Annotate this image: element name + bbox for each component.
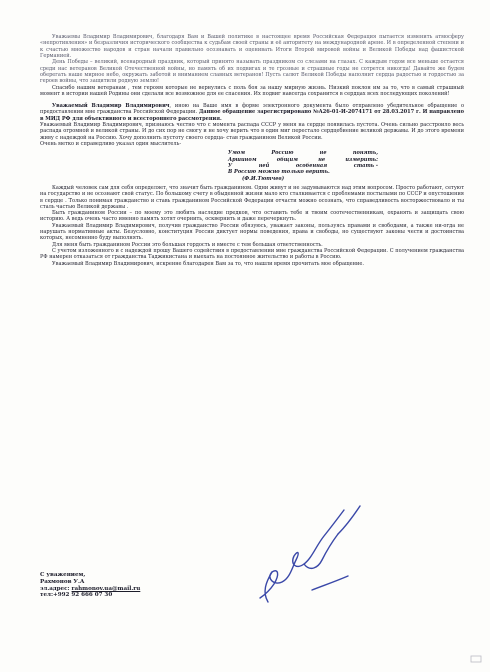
poem-word: не [318, 156, 326, 163]
email-line [40, 586, 240, 593]
appeal-text: , иною на Ваше имя в форме электронного документа было отправлено убедительное обращение о предоставлении мне гражданства Российской Федерации. [40, 103, 464, 116]
paragraph-victory-day: День Победы – великий, всенародный праздник, который принято называть праздником со слезами на глазах. С каждым годом все меньше остается среди нас ветеранов Великой Отечественной войны, но память об их подвигах и те грозные и страшные годы не сотрется никогда! Давайте же будем оберегать наше мирное небо, окружать заботой и вниманием славных ветеранов! Пусть салют Великой Победы наполнит сердца радостью и гордостью за героев войны, что защитили родную землю! [40, 59, 464, 85]
page-corner-mark [470, 655, 482, 663]
email-link[interactable]: rahmonov.ua@mail.ru [71, 585, 141, 592]
appeal-registration: Данное обращение зарегистрировано №А26-01-И-2074171 от 28.03.2017 г. И направлено в МИД РФ для объективного и всестороннего рассмотрения. [40, 109, 464, 122]
poem-word: ней [258, 162, 270, 169]
signature-stroke-main [260, 510, 344, 598]
poem-word: Россию [271, 150, 294, 157]
poem-word: понять, [352, 150, 378, 157]
poem-author-name: (Ф.И.Тютчев) [242, 175, 285, 182]
poem-word: не [319, 150, 327, 157]
poem-word: общим [276, 156, 298, 163]
letter-body [40, 34, 464, 267]
paragraph-request: С учетом изложенного и с надеждой прошу Вашего содействия в предоставлении мне гражданства Российской Федерации. С получением гражданства РФ намерен отказаться от гражданства Таджикистана и выехать на постоянное жительство и работы в Россию. [40, 248, 464, 261]
paragraph-thanks: Уважаемый Владимир Владимирович, искренне благодарен Вам за то, что нашли время прочитать мое обращение. [52, 260, 364, 267]
paragraph-citizen-meaning: Каждый человек сам для себя определяет, что значит быть гражданином. Одни живут и не задумываются над этим вопросом. Просто работают, сетуют на государство и не осознают свой статус. По большому счету в обыденной жизни мало кто сталкивается с проблемами постылыми по СССР и опустошения в сердце . Только понимая гражданство и ставь гражданином Российской Федерации отчасти можно осознать, что справедливость восторжествовало и ты сталь частью Великой державы . [40, 184, 464, 210]
poem-word: особенная [295, 162, 328, 169]
poem-text: В Россию можно только верить. [228, 169, 330, 176]
poem-word: Аршином [228, 156, 257, 163]
poem-author [242, 176, 378, 182]
regards-line: С уважением, [40, 572, 86, 578]
paragraph-ussr: Уважаемый Владимир Владимирович, признаюсь честно что с момента распада СССР у меня на сердце появилась пустота. Очень сильно расстроило весь распада огромной и великой страны. И до сих пор не смогу и не хочу верить что в один миг перестало сердцебиение великой державы. И до этого времени живу с надеждой на Россию. Хочу дополнить пустоту своего сердца- став гражданином Великой России. [40, 122, 464, 141]
phone-line: тел:+992 92 666 07 30 [40, 592, 113, 599]
paragraph-politics: Уважаемы Владимир Владимирович, благодаря Вам и Вашей политике в настоящее время Российская Федерация пытается изменить атмосферу «непротивления» и безразличия исторического сообщества к судьбам своей страны и её авторитету на международной арене. И в определенной степени и к счастью множество народов и стран начали правильно осознавать и оценивать Итоги Второй мировой войны и Великой Победы над фашистской Германией. [40, 34, 464, 59]
appeal-salutation: Уважаемый Владимир Владимирович [52, 103, 170, 110]
paragraph-appeal [40, 103, 464, 122]
email-label: эл.адрес: [40, 585, 72, 592]
paragraph-pride: Для меня быть гражданином России это большая гордость и вместе с тем большая ответственность. [52, 241, 323, 248]
paragraph-veterans: Спасибо нашим ветеранам , тем героям которые не вернулись с поль боя за нашу мирную жизнь. Низкий поклон им за то, что в самый страшный момент в истории нашей Родины они сделали все возможное для ее спасения. Их подвиг навсегда сохранится в сердцах всех последующих поколений! [40, 84, 464, 97]
poem-word: измерить: [345, 156, 378, 163]
signature-block [40, 572, 240, 599]
paragraph-thinker: Очень метко и справедливо указал один мыслитель- [40, 141, 182, 147]
poem-word: стать - [353, 162, 378, 169]
sender-name: Рахмонов У.А [40, 578, 85, 585]
paragraph-obligations: Уважаемый Владимир Владимирович, получив гражданство России обязуюсь, уважает законы, пользуясь правами и свободами, а также ни-огда не нарушать нормативные акты. Безусловно, конституция России диктует нормы поведения, права и свободы, но существуют законы чести и достоинства которых, несомненно буду выполнять. [40, 222, 464, 242]
poem-word: Умом [228, 150, 246, 157]
signature-stroke-tail [338, 506, 360, 534]
tyutchev-poem [228, 150, 378, 182]
poem-word: У [228, 162, 233, 169]
handwritten-signature [252, 498, 372, 608]
paragraph-heritage: Быть гражданином России – по моему это любить наследие предков, что оставить тебе и твоим соотечественникам, охранять и защищать свою историю. А ведь очень часто именно память хотят очернить, осквернить и даже перечеркнуть. [40, 210, 464, 223]
signature-stroke-dash [312, 576, 348, 590]
